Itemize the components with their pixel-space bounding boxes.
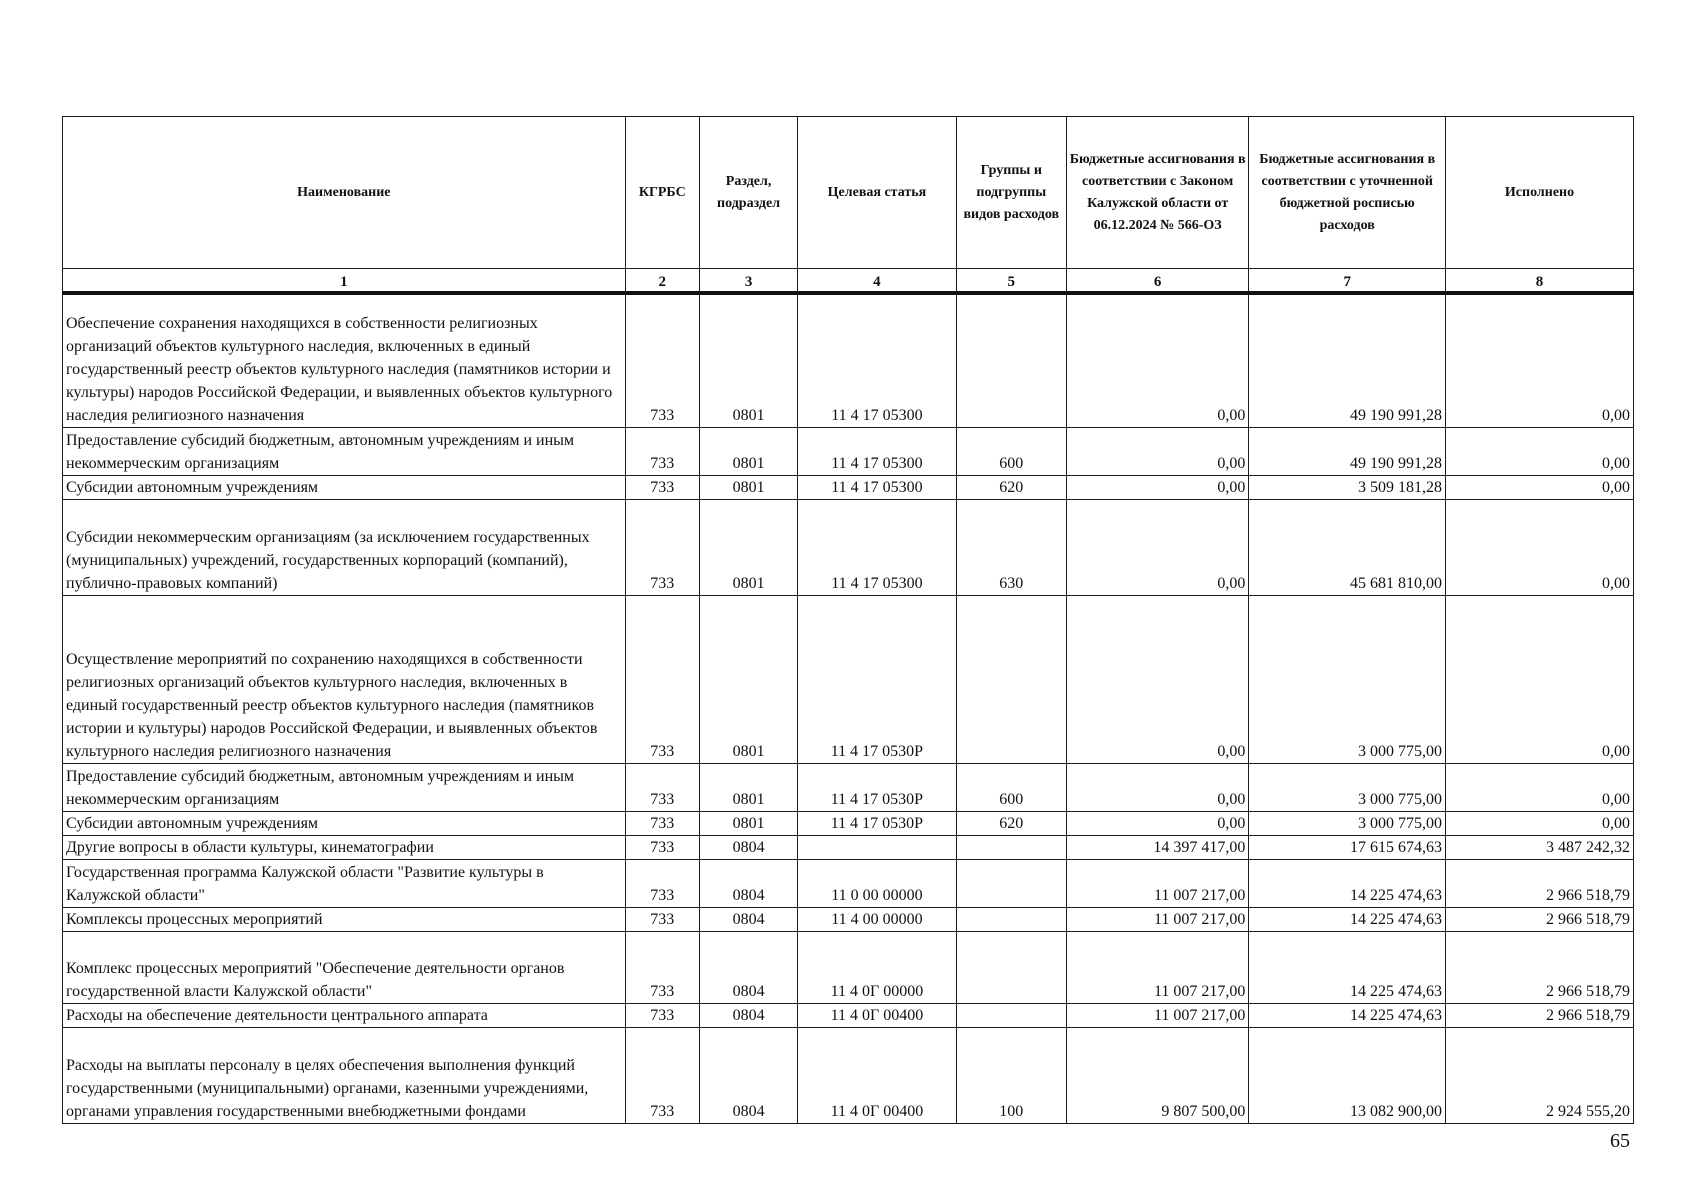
cell-refined: 14 225 474,63 xyxy=(1249,859,1446,907)
col-header-refined: Бюджетные ассигнования в соответствии с уточненной бюджетной росписью расходов xyxy=(1249,117,1446,269)
cell-refined: 14 225 474,63 xyxy=(1249,907,1446,931)
col-header-section: Раздел, подраздел xyxy=(699,117,797,269)
cell-law: 11 007 217,00 xyxy=(1066,931,1248,1003)
table-row xyxy=(63,499,1634,595)
cell-executed: 3 487 242,32 xyxy=(1446,835,1634,859)
cell-name: Комплекс процессных мероприятий "Обеспечение деятельности органов государственной власти Калужской области" xyxy=(63,931,626,1003)
cell-refined: 49 190 991,28 xyxy=(1249,427,1446,475)
cell-refined: 3 000 775,00 xyxy=(1249,595,1446,763)
cell-executed: 0,00 xyxy=(1446,427,1634,475)
cell-refined: 3 000 775,00 xyxy=(1249,763,1446,811)
cell-kgrbs: 733 xyxy=(625,499,699,595)
cell-section: 0801 xyxy=(699,811,797,835)
table-row xyxy=(63,293,1634,427)
cell-article: 11 4 0Г 00400 xyxy=(798,1003,956,1027)
col-header-article: Целевая статья xyxy=(798,117,956,269)
cell-kgrbs: 733 xyxy=(625,907,699,931)
cell-refined: 49 190 991,28 xyxy=(1249,293,1446,427)
cell-kgrbs: 733 xyxy=(625,427,699,475)
cell-article: 11 4 17 0530Р xyxy=(798,763,956,811)
table-row xyxy=(63,1027,1634,1123)
budget-table xyxy=(62,116,1634,1124)
cell-article: 11 0 00 00000 xyxy=(798,859,956,907)
cell-section: 0801 xyxy=(699,595,797,763)
cell-article: 11 4 0Г 00000 xyxy=(798,931,956,1003)
cell-section: 0804 xyxy=(699,1003,797,1027)
table-row xyxy=(63,475,1634,499)
cell-group: 100 xyxy=(956,1027,1066,1123)
cell-law: 0,00 xyxy=(1066,427,1248,475)
cell-section: 0801 xyxy=(699,499,797,595)
cell-law: 0,00 xyxy=(1066,811,1248,835)
cell-executed: 0,00 xyxy=(1446,499,1634,595)
cell-group: 600 xyxy=(956,763,1066,811)
cell-article: 11 4 00 00000 xyxy=(798,907,956,931)
cell-kgrbs: 733 xyxy=(625,835,699,859)
col-number: 8 xyxy=(1446,269,1634,294)
col-header-name: Наименование xyxy=(63,117,626,269)
cell-name: Расходы на выплаты персоналу в целях обеспечения выполнения функций государственными (муниципальными) органами, казенными учреждениями, органами управления государственными внебюджетными фондами xyxy=(63,1027,626,1123)
cell-law: 0,00 xyxy=(1066,763,1248,811)
cell-article: 11 4 0Г 00400 xyxy=(798,1027,956,1123)
cell-kgrbs: 733 xyxy=(625,763,699,811)
cell-section: 0804 xyxy=(699,907,797,931)
cell-article: 11 4 17 05300 xyxy=(798,293,956,427)
cell-name: Предоставление субсидий бюджетным, автономным учреждениям и иным некоммерческим организациям xyxy=(63,763,626,811)
header-row xyxy=(63,117,1634,269)
col-header-executed: Исполнено xyxy=(1446,117,1634,269)
table-row xyxy=(63,907,1634,931)
cell-law: 0,00 xyxy=(1066,475,1248,499)
cell-article: 11 4 17 05300 xyxy=(798,499,956,595)
cell-kgrbs: 733 xyxy=(625,1027,699,1123)
cell-kgrbs: 733 xyxy=(625,595,699,763)
cell-article: 11 4 17 05300 xyxy=(798,475,956,499)
cell-name: Осуществление мероприятий по сохранению находящихся в собственности религиозных организаций объектов культурного наследия, включенных в единый государственный реестр объектов культурного наследия (памятников истории и культуры) народов Российской Федерации, и выявленных объектов культурного наследия религиозного назначения xyxy=(63,595,626,763)
col-number: 6 xyxy=(1066,269,1248,294)
cell-refined: 14 225 474,63 xyxy=(1249,1003,1446,1027)
cell-section: 0801 xyxy=(699,475,797,499)
col-number: 4 xyxy=(798,269,956,294)
cell-executed: 2 966 518,79 xyxy=(1446,907,1634,931)
cell-group xyxy=(956,293,1066,427)
table-row xyxy=(63,811,1634,835)
cell-name: Обеспечение сохранения находящихся в собственности религиозных организаций объектов культурного наследия, включенных в единый государственный реестр объектов культурного наследия (памятников истории и культуры) народов Российской Федерации, и выявленных объектов культурного наследия религиозного назначения xyxy=(63,293,626,427)
cell-group xyxy=(956,931,1066,1003)
column-number-row xyxy=(63,269,1634,294)
cell-name: Другие вопросы в области культуры, кинематографии xyxy=(63,835,626,859)
cell-section: 0801 xyxy=(699,427,797,475)
cell-article: 11 4 17 0530Р xyxy=(798,595,956,763)
cell-section: 0801 xyxy=(699,763,797,811)
cell-kgrbs: 733 xyxy=(625,931,699,1003)
table-row xyxy=(63,595,1634,763)
cell-group xyxy=(956,859,1066,907)
col-number: 2 xyxy=(625,269,699,294)
cell-section: 0804 xyxy=(699,835,797,859)
cell-law: 14 397 417,00 xyxy=(1066,835,1248,859)
cell-section: 0804 xyxy=(699,931,797,1003)
cell-executed: 2 924 555,20 xyxy=(1446,1027,1634,1123)
table-row xyxy=(63,427,1634,475)
table-row xyxy=(63,763,1634,811)
table-row xyxy=(63,859,1634,907)
page-number: 65 xyxy=(1610,1130,1630,1152)
cell-kgrbs: 733 xyxy=(625,475,699,499)
table-row xyxy=(63,931,1634,1003)
cell-refined: 13 082 900,00 xyxy=(1249,1027,1446,1123)
cell-executed: 0,00 xyxy=(1446,811,1634,835)
cell-refined: 17 615 674,63 xyxy=(1249,835,1446,859)
cell-kgrbs: 733 xyxy=(625,293,699,427)
cell-executed: 2 966 518,79 xyxy=(1446,931,1634,1003)
table-body xyxy=(63,293,1634,1123)
cell-name: Субсидии некоммерческим организациям (за исключением государственных (муниципальных) учреждений, государственных корпораций (компаний), публично-правовых компаний) xyxy=(63,499,626,595)
cell-law: 11 007 217,00 xyxy=(1066,859,1248,907)
cell-law: 0,00 xyxy=(1066,293,1248,427)
budget-sheet xyxy=(62,116,1634,1124)
col-header-group: Группы и подгруппы видов расходов xyxy=(956,117,1066,269)
cell-law: 11 007 217,00 xyxy=(1066,1003,1248,1027)
cell-executed: 0,00 xyxy=(1446,763,1634,811)
col-number: 3 xyxy=(699,269,797,294)
cell-refined: 45 681 810,00 xyxy=(1249,499,1446,595)
cell-refined: 3 509 181,28 xyxy=(1249,475,1446,499)
cell-law: 9 807 500,00 xyxy=(1066,1027,1248,1123)
cell-section: 0804 xyxy=(699,859,797,907)
table-row xyxy=(63,1003,1634,1027)
cell-law: 0,00 xyxy=(1066,595,1248,763)
cell-refined: 3 000 775,00 xyxy=(1249,811,1446,835)
cell-executed: 0,00 xyxy=(1446,595,1634,763)
cell-name: Комплексы процессных мероприятий xyxy=(63,907,626,931)
cell-kgrbs: 733 xyxy=(625,811,699,835)
cell-name: Государственная программа Калужской области "Развитие культуры в Калужской области" xyxy=(63,859,626,907)
cell-article xyxy=(798,835,956,859)
cell-refined: 14 225 474,63 xyxy=(1249,931,1446,1003)
col-header-kgrbs: КГРБС xyxy=(625,117,699,269)
cell-name: Субсидии автономным учреждениям xyxy=(63,475,626,499)
cell-group: 620 xyxy=(956,475,1066,499)
cell-group: 620 xyxy=(956,811,1066,835)
cell-law: 11 007 217,00 xyxy=(1066,907,1248,931)
cell-executed: 2 966 518,79 xyxy=(1446,1003,1634,1027)
cell-article: 11 4 17 0530Р xyxy=(798,811,956,835)
cell-section: 0804 xyxy=(699,1027,797,1123)
col-number: 1 xyxy=(63,269,626,294)
cell-group xyxy=(956,595,1066,763)
cell-group xyxy=(956,1003,1066,1027)
cell-group xyxy=(956,907,1066,931)
cell-executed: 2 966 518,79 xyxy=(1446,859,1634,907)
cell-group: 600 xyxy=(956,427,1066,475)
cell-section: 0801 xyxy=(699,293,797,427)
cell-name: Субсидии автономным учреждениям xyxy=(63,811,626,835)
cell-group xyxy=(956,835,1066,859)
cell-law: 0,00 xyxy=(1066,499,1248,595)
cell-executed: 0,00 xyxy=(1446,475,1634,499)
col-number: 7 xyxy=(1249,269,1446,294)
cell-name: Предоставление субсидий бюджетным, автономным учреждениям и иным некоммерческим организациям xyxy=(63,427,626,475)
col-header-law: Бюджетные ассигнования в соответствии с Законом Калужской области от 06.12.2024 № 566-ОЗ xyxy=(1066,117,1248,269)
cell-group: 630 xyxy=(956,499,1066,595)
cell-name: Расходы на обеспечение деятельности центрального аппарата xyxy=(63,1003,626,1027)
cell-executed: 0,00 xyxy=(1446,293,1634,427)
cell-kgrbs: 733 xyxy=(625,1003,699,1027)
table-row xyxy=(63,835,1634,859)
cell-kgrbs: 733 xyxy=(625,859,699,907)
col-number: 5 xyxy=(956,269,1066,294)
cell-article: 11 4 17 05300 xyxy=(798,427,956,475)
